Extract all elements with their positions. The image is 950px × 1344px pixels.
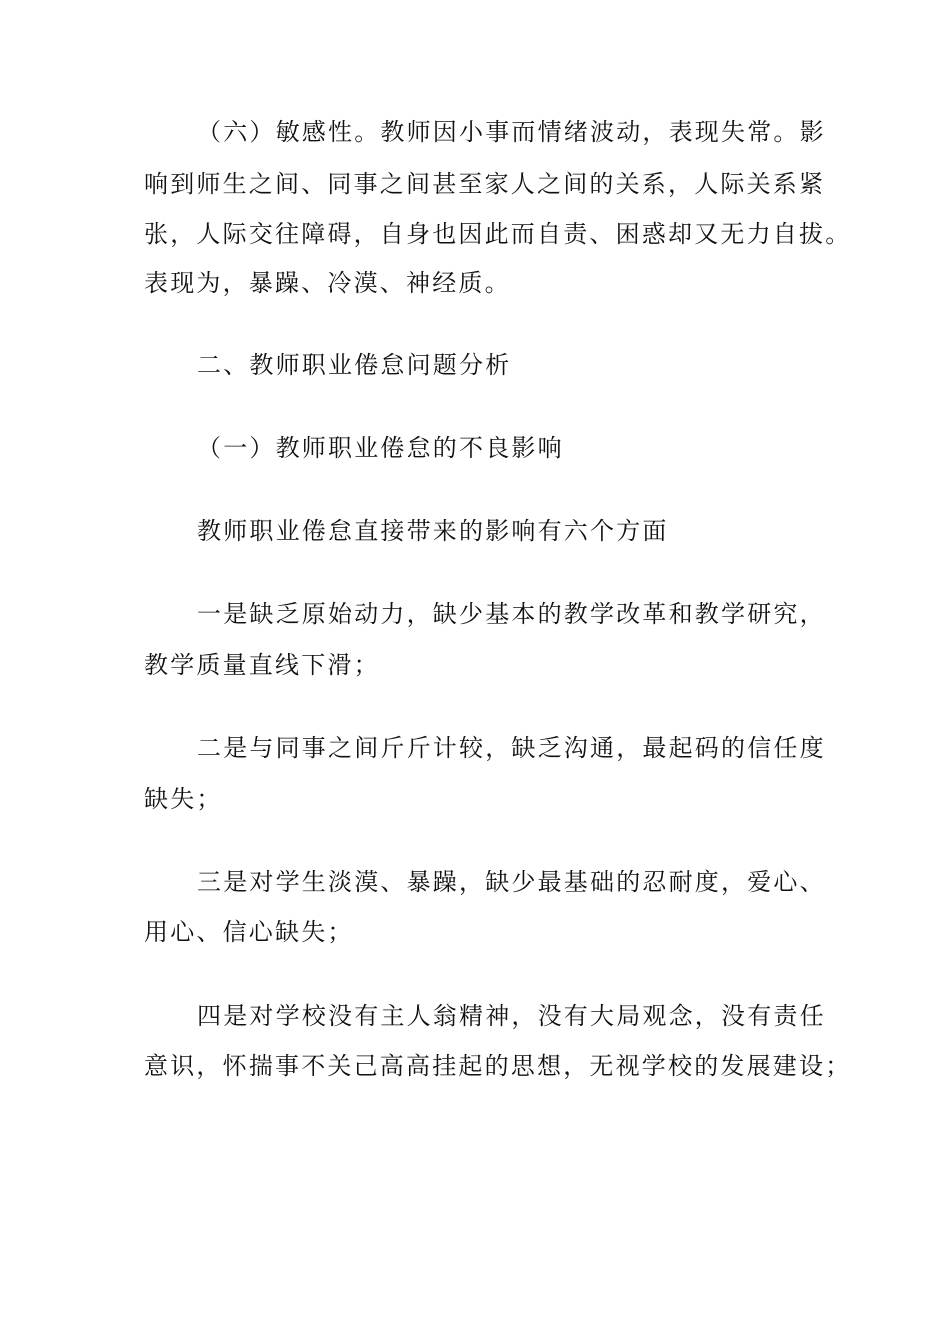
text-line: 意识，怀揣事不关己高高挂起的思想，无视学校的发展建设； — [144, 1052, 852, 1080]
text-line: 一是缺乏原始动力，缺少基本的教学改革和教学研究， — [197, 600, 826, 628]
text-line: 四是对学校没有主人翁精神，没有大局观念，没有责任 — [197, 1002, 826, 1030]
heading-line: （一）教师职业倦怠的不良影响 — [197, 434, 564, 462]
text-line: 教师职业倦怠直接带来的影响有六个方面 — [197, 517, 669, 545]
text-line: 三是对学生淡漠、暴躁，缺少最基础的忍耐度，爱心、 — [197, 868, 826, 896]
text-line: 用心、信心缺失； — [144, 918, 354, 946]
text-line: 响到师生之间、同事之间甚至家人之间的关系，人际关系紧 — [144, 170, 826, 198]
text-line: 教学质量直线下滑； — [144, 651, 380, 679]
text-line: （六）敏感性。教师因小事而情绪波动，表现失常。影 — [197, 118, 826, 146]
heading-line: 二、教师职业倦怠问题分析 — [197, 351, 512, 379]
text-line: 缺失； — [144, 785, 223, 813]
text-line: 表现为，暴躁、冷漠、神经质。 — [144, 269, 511, 297]
text-line: 二是与同事之间斤斤计较，缺乏沟通，最起码的信任度 — [197, 734, 826, 762]
text-line: 张，人际交往障碍，自身也因此而自责、困惑却又无力自拔。 — [144, 220, 852, 248]
